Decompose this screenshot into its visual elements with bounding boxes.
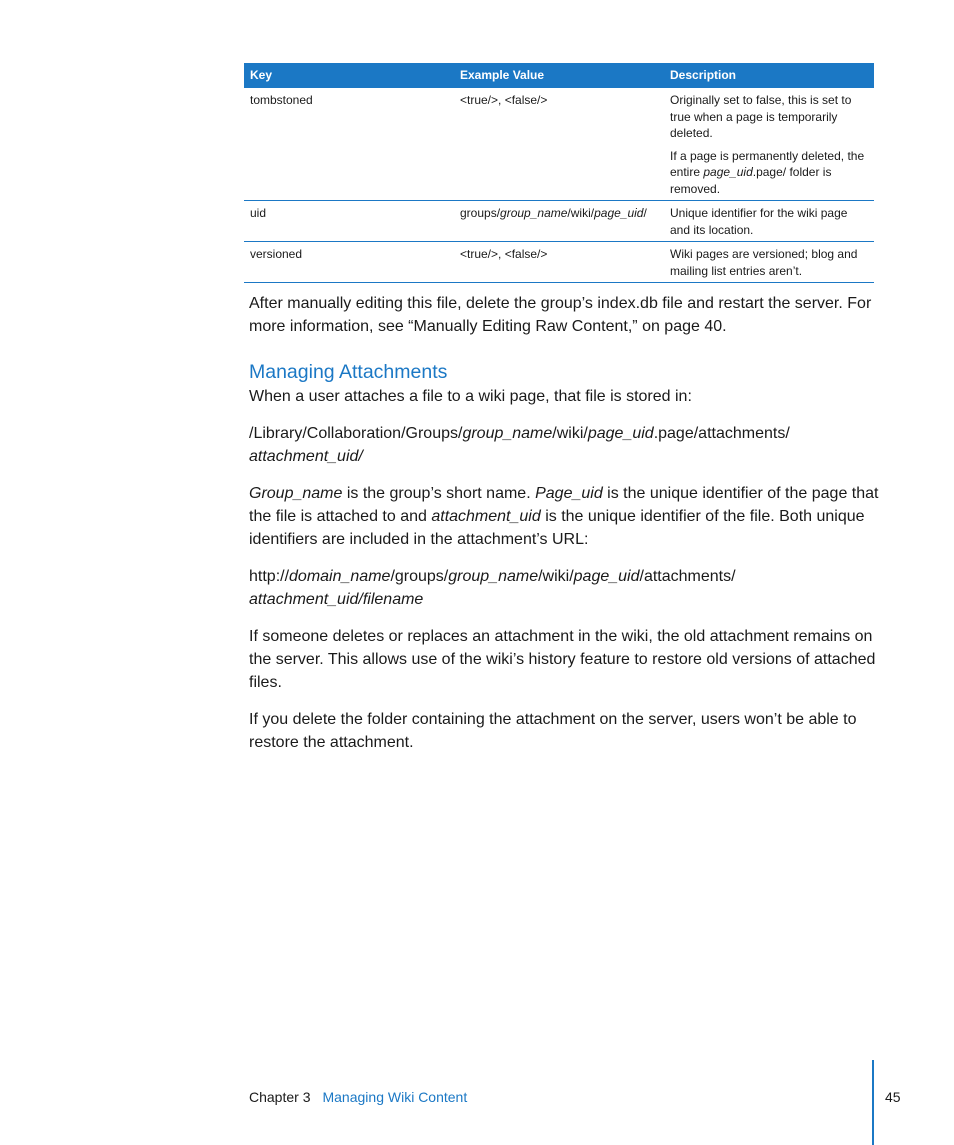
text-run: /groups/ — [390, 568, 449, 585]
italic-term: domain_name — [289, 568, 391, 585]
text-run: /wiki/ — [538, 568, 574, 585]
italic-term: Group_name — [249, 485, 343, 502]
cell-key: tombstoned — [244, 88, 454, 201]
text-run: http:// — [249, 568, 290, 585]
page-footer — [249, 1089, 467, 1105]
page-number: 45 — [885, 1089, 901, 1105]
cell-key: versioned — [244, 242, 454, 283]
body-paragraph: When a user attaches a file to a wiki page, that file is stored in: — [249, 388, 692, 405]
cell-description — [664, 88, 874, 201]
text-run: /wiki/ — [567, 206, 595, 220]
body-paragraph: After manually editing this file, delete the group’s index.db file and restart the server. For more information, see “Manually Editing Raw Content,” on page 40. — [249, 295, 872, 335]
text-run: / — [358, 448, 363, 465]
attachment-url — [249, 565, 879, 611]
text-run: /attachments/ — [639, 568, 736, 585]
table-row — [244, 88, 874, 201]
italic-term: group_name — [500, 206, 568, 220]
cell-example-value: <true/>, <false/> — [454, 88, 664, 201]
italic-term: attachment_uid — [431, 508, 541, 525]
text-run: groups/ — [460, 206, 501, 220]
italic-term: page_uid — [594, 206, 644, 220]
description-paragraph: Originally set to false, this is set to true when a page is temporarily deleted. — [670, 93, 852, 140]
body-paragraph: If you delete the folder containing the attachment on the server, users won’t be able to restore the attachment. — [249, 711, 857, 751]
body-content — [249, 292, 879, 768]
body-paragraph — [249, 482, 879, 551]
italic-term: page_uid — [573, 568, 640, 585]
attachment-path — [249, 422, 879, 468]
text-run: .page/attachments/ — [653, 425, 790, 442]
text-run: /Library/Collaboration/Groups/ — [249, 425, 463, 442]
text-run: is the unique identifier of the file. Both unique identifiers are included in the attachment’s URL: — [249, 508, 865, 548]
table-row — [244, 201, 874, 242]
italic-term: group_name — [448, 568, 539, 585]
text-run: .page/ folder is removed. — [670, 165, 832, 196]
italic-term: group_name — [462, 425, 553, 442]
section-heading: Managing Attachments — [249, 361, 448, 383]
cell-key: uid — [244, 201, 454, 242]
description-paragraph — [670, 148, 868, 198]
table-row — [244, 242, 874, 283]
cell-example-value — [454, 201, 664, 242]
column-header-description: Description — [664, 63, 874, 88]
text-run: is the unique identifier of the page that the file is attached to and — [249, 485, 879, 525]
text-run: / — [643, 206, 647, 220]
text-run: is the group’s short name. — [342, 485, 536, 502]
text-run: /wiki/ — [552, 425, 588, 442]
text-run: If a page is permanently deleted, the entire — [670, 148, 865, 179]
plist-keys-table — [244, 63, 874, 283]
column-header-example-value: Example Value — [454, 63, 664, 88]
cell-description: Wiki pages are versioned; blog and mailing list entries aren’t. — [664, 242, 874, 283]
footer-chapter: Chapter 3 — [249, 1089, 311, 1105]
table-header-row — [244, 63, 874, 88]
footer-chapter-title: Managing Wiki Content — [322, 1089, 468, 1105]
italic-term: page_uid — [587, 425, 654, 442]
italic-term: Page_uid — [535, 485, 603, 502]
italic-term: attachment_uid/filename — [249, 591, 424, 608]
body-paragraph: If someone deletes or replaces an attachment in the wiki, the old attachment remains on the server. This allows use of the wiki’s history feature to restore old versions of attached files. — [249, 628, 876, 691]
column-header-key: Key — [244, 63, 454, 88]
cell-description: Unique identifier for the wiki page and its location. — [664, 201, 874, 242]
cell-example-value: <true/>, <false/> — [454, 242, 664, 283]
italic-term: page_uid — [703, 165, 753, 179]
italic-term: attachment_uid — [249, 448, 359, 465]
footer-divider — [872, 1060, 874, 1145]
